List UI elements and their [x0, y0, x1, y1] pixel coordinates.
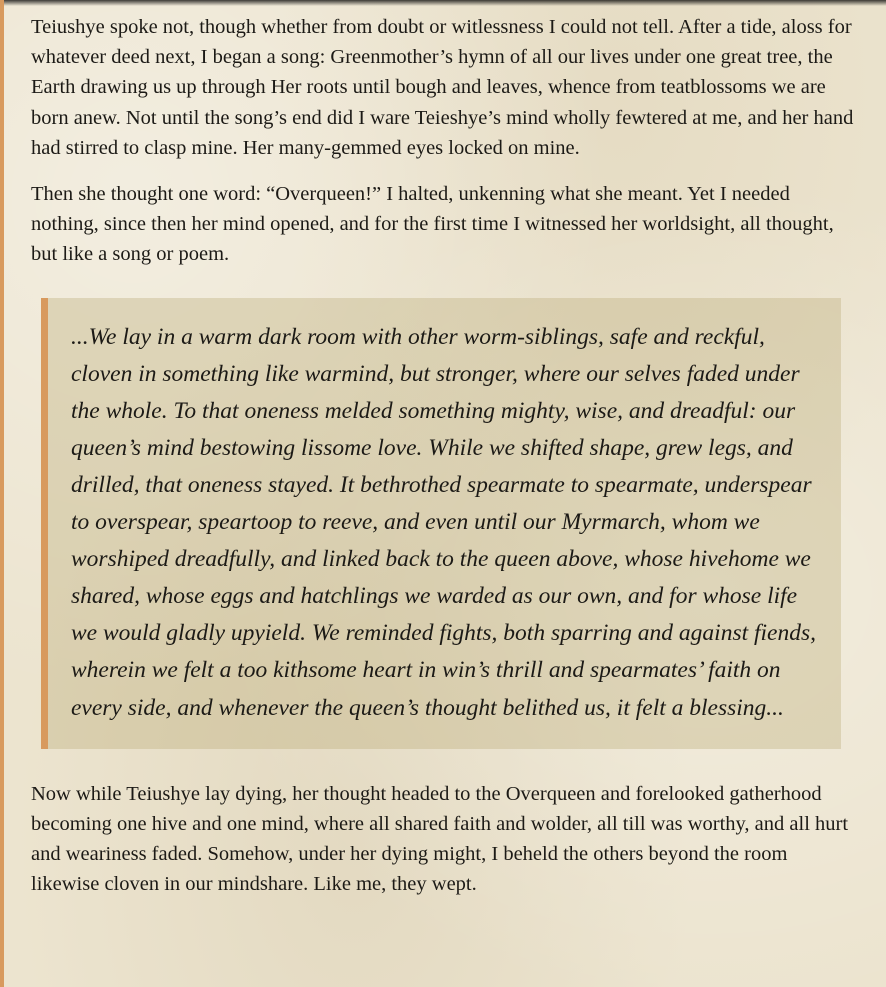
blockquote-text: ...We lay in a warm dark room with other worm-siblings, safe and reckful, cloven in something like warmind, but stronger, where our selves faded under the whole. To that oneness melded something mighty, wise, and dreadful: our queen’s mind bestowing lissome love. While we shifted shape, grew legs, and drilled, that oneness stayed. It bethrothed spearmate to spearmate, underspear to overspear, speartoop to reeve, and even until our Myrmarch, whom we worshiped dreadfully, and linked back to the queen above, whose hivehome we shared, whose eggs and hatchlings we warded as our own, and for whose life we would gladly upyield. We reminded fights, both sparring and against fiends, wherein we felt a too kithsome heart in win’s thrill and spearmates’ faith on every side, and whenever the queen’s thought belithed us, it felt a blessing... [71, 323, 817, 721]
paragraph-1: Teiushye spoke not, though whether from doubt or witlessness I could not tell. After a tide, aloss for whatever deed next, I began a song: Greenmother’s hymn of all our lives under one great tree, the Earth drawing us up through Her roots until bough and leaves, whence from teatblossoms we are born anew. Not until the song’s end did I ware Teieshye’s mind wholly fewtered at me, and her hand had stirred to clasp mine. Her many-gemmed eyes locked on mine. [31, 16, 854, 159]
paragraph-3: Now while Teiushye lay dying, her thought headed to the Overqueen and forelooked gatherhood becoming one hive and one mind, where all shared faith and wolder, all till was worthy, and all hurt and weariness faded. Somehow, under her dying might, I beheld the others beyond the room likewise cloven in our mindshare. Like me, they wept. [31, 782, 849, 896]
document-body [31, 12, 855, 915]
page-left-border [0, 0, 4, 987]
paragraph-2: Then she thought one word: “Overqueen!” I halted, unkenning what she meant. Yet I needed nothing, since then her mind opened, and for the first time I witnessed her worldsight, all thought, but like a song or poem. [31, 183, 834, 266]
blockquote [41, 298, 841, 749]
window-top-shadow [0, 0, 886, 6]
